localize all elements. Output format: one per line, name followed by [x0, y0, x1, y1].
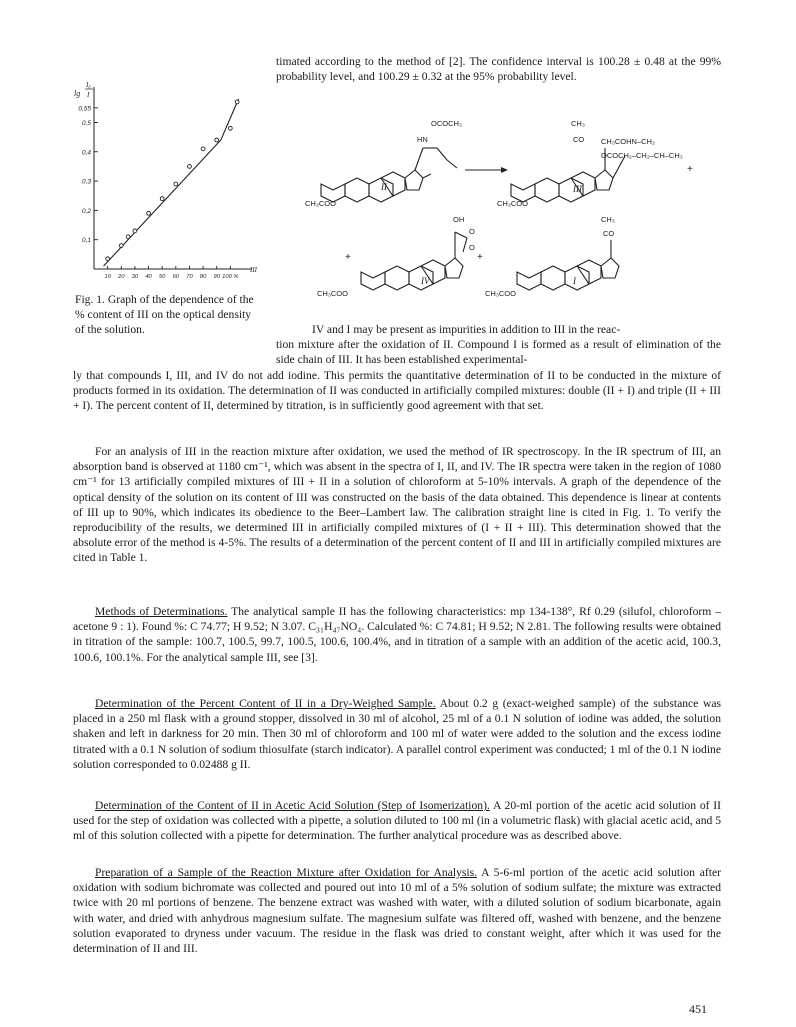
x-tick-label: 20 [118, 274, 125, 280]
prep-paragraph [73, 865, 721, 956]
group-ch3coo-iv: CH₃COO [317, 289, 348, 298]
prep-body: A 5-6-ml portion of the acetic acid solution after oxidation with sodium bichromate was collected and poured out into 10 ml of a 5% solution of sodium sulfate; the mixture was extracted twice with 20 ml portions of benzene. The benzene extract was washed with water, with a diluted solution of sodium bicarbonate, again with water, and dried with anhydrous magnesium sulfate. The magnesium sulfate was filtered off, washed with benzene, and the benzene solution evaporated to dryness under vacuum. The residue in the flask was dried to constant weight, after which it was used for the determination of II and III. [73, 866, 721, 956]
data-point [106, 257, 110, 261]
x-tick-label: 70 [186, 274, 193, 280]
dry-paragraph [73, 696, 721, 772]
group-ococh3: OCOCH₃ [431, 119, 462, 128]
data-point [126, 235, 130, 239]
data-point [174, 182, 178, 186]
structure-ii [321, 148, 457, 202]
x-tick-label: 100 % [222, 274, 239, 280]
data-point [147, 211, 151, 215]
y-tick-label: 0,5 [81, 119, 91, 127]
methods-body: The analytical sample II has the following characteristics: mp 134-138°, Rf 0.29 (silufol, chloroform – acetone 9 : 1). Found %: C 74.77; H 9.52; N 3.07. C₃₁H₄₇NO₄. Calculated %: C 74.81; H 9.52; N 2.81. The following results were obtained in titration of the sample: 100.7, 100.5, 99.7, 100.5, 100.6, 100.4%, and in titration of a sample with an addition of the acetic acid, 100.3, 100.6, 100.1%. For the analytical sample III, see [3]. [73, 605, 721, 664]
group-ch3-i: CH₃ [601, 215, 615, 224]
group-co-i: CO [603, 229, 615, 238]
acetic-body: A 20-ml portion of the acetic acid solution of II used for the step of oxidation was collected with a pipette, a solution diluted to 100 ml (in a volumetric flask) with glacial acetic acid, and 5 ml of this solution collected with a pipette for determination. The further analytical procedure was as described above. [73, 799, 721, 843]
data-point [235, 100, 239, 104]
top-paragraph: timated according to the method of [2]. The confidence interval is 100.28 ± 0.48 at the 99% probability level, and 100.29 ± 0.32 at the 95% probability level. [276, 55, 721, 84]
plus-1: + [687, 164, 693, 175]
reaction-scheme [305, 112, 725, 312]
figure-caption: Fig. 1. Graph of the dependence of the % content of III on the optical density of the solution. [75, 293, 254, 337]
dry-heading: Determination of the Percent Content of II in a Dry-Weighed Sample. [95, 697, 436, 710]
x-tick-label: 90 [213, 274, 220, 280]
methods-heading: Methods of Determinations. [95, 605, 228, 618]
methods-paragraph [73, 604, 721, 665]
group-co-iii: CO [573, 135, 585, 144]
prep-heading: Preparation of a Sample of the Reaction Mixture after Oxidation for Analysis. [95, 866, 478, 879]
y-axis-label-i: I [87, 91, 90, 99]
y-tick-label: 0,55 [78, 105, 91, 113]
label-ii: II [381, 182, 387, 192]
impurities-first-line: IV and I may be present as impurities in addition to III in the reac- [312, 323, 621, 336]
group-o-1: O [469, 227, 475, 236]
calibration-chart [72, 74, 258, 286]
data-point [133, 229, 137, 233]
side-chain-top: CH₃COHN–CH₂ [601, 137, 655, 146]
group-oh: OH [453, 215, 465, 224]
x-tick-label: 30 [131, 274, 139, 280]
dry-body: About 0.2 g (exact-weighed sample) of the substance was placed in a 250 ml flask with a ground stopper, dissolved in 30 ml of alcohol, 25 ml of a 0.1 N solution of iodine was added, the solution shaken and left in darkness for 20 min. Then 30 ml of chloroform and 100 ml of water were added to the solution and the excess iodine titrated with a 0.1 N solution of sodium thiosulfate (starch indicator). A parallel control experiment was conducted; 1 ml of the 0.1 N iodine solution corresponded to 0.02488 g II. [73, 697, 721, 771]
y-tick-label: 0,4 [81, 149, 91, 157]
y-axis-label-lg: lg [74, 89, 81, 98]
page-number: 451 [689, 1002, 707, 1016]
y-tick-label: 0,3 [81, 178, 91, 186]
data-point [228, 126, 232, 130]
plus-3: + [477, 252, 483, 263]
data-point [215, 138, 219, 142]
group-ch3coo-ii: CH₃COO [305, 199, 336, 208]
side-chain-bottom: OCOCH₂–CH₂–CH–CH₃ [601, 151, 683, 160]
x-tick-label: 80 [199, 274, 207, 280]
plus-2: + [345, 252, 351, 263]
label-iv: IV [421, 276, 430, 286]
group-hn: HN [417, 135, 428, 144]
ir-paragraph: For an analysis of III in the reaction mixture after oxidation, we used the method of IR spectroscopy. In the IR spectrum of III, an absorption band is observed at 1180 cm⁻¹, which was absent in the spectra of I, II, and IV. The IR spectra were taken in the region of 1080 cm⁻¹ for 13 artificially compiled mixtures of III + II in a solution of chloroform at 5-10% intervals. A graph of the dependence of the optical density of the solution on its content of III was constructed on the basis of the data obtained. This dependence is linear at contents of III up to 90%, which indicates its obedience to the Beer–Lambert law. The calibration straight line is cited in Fig. 1. To verify the reproducibility of the results, we determined III in artificially compiled mixtures of (I + II + III). This determination showed that the absolute error of the method is 4-5%. The results of a determination of the percent content of II and III in artificially compiled mixtures are cited in Table 1. [73, 445, 721, 565]
data-point [119, 244, 123, 248]
x-tick-label: 10 [104, 274, 111, 280]
impurities-narrow: tion mixture after the oxidation of II. Compound I is formed as a result of elimination of the side chain of III. It has been established experimental- [276, 338, 721, 367]
x-axis-label: III [250, 266, 257, 274]
x-tick-label: 50 [158, 274, 166, 280]
label-iii: III [573, 184, 582, 194]
chart-svg [72, 74, 258, 286]
structure-iv [361, 232, 467, 290]
structure-i [517, 240, 619, 290]
group-ch3-iii: CH₃ [571, 119, 585, 128]
data-point [160, 197, 164, 201]
data-point [201, 147, 205, 151]
group-ch3coo-i: CH₃COO [485, 289, 516, 298]
y-tick-label: 0,2 [81, 207, 91, 215]
acetic-heading: Determination of the Content of II in Acetic Acid Solution (Step of Isomerization). [95, 799, 490, 812]
group-o-2: O [469, 243, 475, 252]
calibration-line [221, 99, 239, 140]
acetic-paragraph [73, 798, 721, 844]
x-tick-label: 40 [145, 274, 152, 280]
impurities-full: ly that compounds I, III, and IV do not add iodine. This permits the quantitative determination of II to be conducted in the mixture of products formed in its oxidation. The determination of II was conducted in artificially compiled mixtures: double (II + I) and triple (II + III + I). The percent content of II, determined by titration, is in sufficiently good agreement with that set. [73, 369, 721, 413]
y-axis-label-i0: I₀ [86, 81, 91, 89]
data-point [188, 165, 192, 169]
y-tick-label: 0,1 [81, 237, 91, 245]
group-ch3coo-iii: CH₃COO [497, 199, 528, 208]
x-tick-label: 60 [172, 274, 180, 280]
label-i: I [573, 276, 576, 286]
